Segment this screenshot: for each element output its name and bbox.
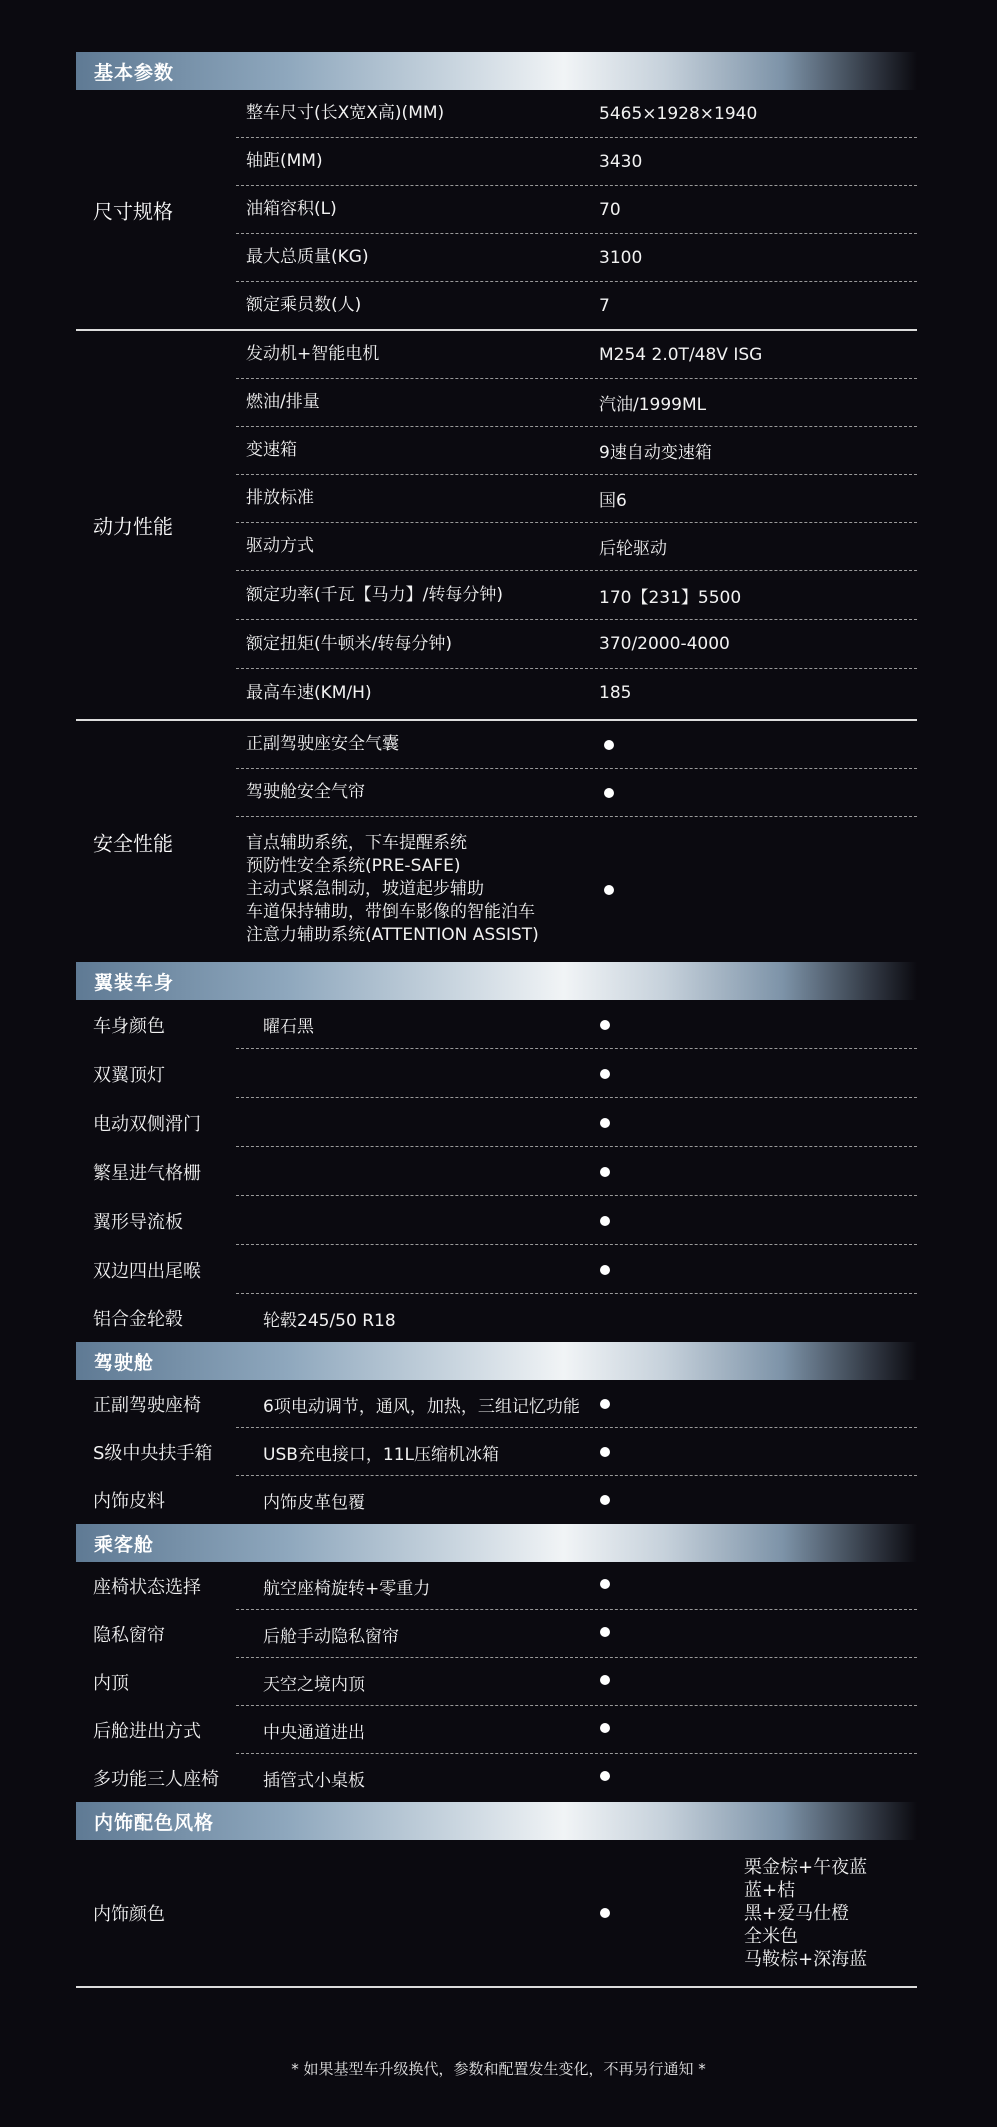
feature-row [76,1610,917,1658]
color-options: 栗金棕+午夜蓝 蓝+桔 黑+爱马仕橙 全米色 马鞍棕+深海蓝 [744,1856,868,1970]
section-header-wing [76,962,917,1000]
spec-row [236,186,917,234]
spec-row [236,817,917,962]
feature-detail: 后舱手动隐私窗帘 [263,1626,399,1647]
spec-name: 发动机+智能电机 [246,344,380,364]
spec-name: 正副驾驶座安全气囊 [246,734,399,754]
spec-value: 170【231】5500 [599,587,742,608]
spec-row [236,90,917,138]
feature-row [76,1147,917,1196]
included-dot [600,1162,610,1182]
section-header-basic [76,52,917,90]
section-header-cockpit [76,1342,917,1380]
feature-name: S级中央扶手箱 [93,1443,213,1464]
spec-name: 轴距(MM) [246,151,323,171]
included-dot [600,1718,610,1738]
spec-row [236,379,917,427]
spec-value: 370/2000-4000 [599,634,730,654]
feature-name: 繁星进气格栅 [93,1162,201,1184]
feature-name: 内饰皮料 [93,1491,165,1512]
feature-row [76,1049,917,1098]
spec-name: 变速箱 [246,440,297,460]
spec-name: 驾驶舱安全气帘 [246,782,365,802]
spec-row [236,571,917,620]
spec-value: 国6 [599,491,627,511]
feature-name: 翼形导流板 [93,1211,183,1233]
spec-name: 最大总质量(KG) [246,247,369,267]
spec-group-dimensions [76,90,917,331]
included-dot [600,1211,610,1231]
feature-row [76,1196,917,1245]
included-dot [600,1113,610,1133]
feature-name: 电动双侧滑门 [93,1113,201,1135]
spec-name: 额定功率(千瓦【马力】/转每分钟) [246,584,503,605]
included-dot [600,1394,610,1414]
spec-value: 3430 [599,151,643,172]
spec-row [236,669,917,717]
footnote: * 如果基型车升级换代，参数和配置发生变化，不再另行通知 * [291,2060,706,2078]
feature-detail: 天空之境内顶 [263,1674,365,1695]
included-dot [604,735,614,755]
spec-row [236,282,917,329]
feature-row [76,1245,917,1294]
feature-name: 多功能三人座椅 [93,1769,219,1790]
feature-name: 铝合金轮毂 [93,1309,183,1330]
spec-row [236,427,917,475]
feature-name: 内饰颜色 [93,1904,165,1925]
feature-detail: 曜石黑 [263,1017,314,1037]
section-header-cabin [76,1524,917,1562]
feature-name: 双边四出尾喉 [93,1260,201,1282]
feature-detail: 中央通道进出 [263,1722,365,1743]
spec-name: 最高车速(KM/H) [246,682,372,703]
feature-row [76,1562,917,1610]
feature-name: 正副驾驶座椅 [93,1395,201,1416]
spec-value: 9速自动变速箱 [599,443,712,463]
section-title: 内饰配色风格 [94,1811,215,1834]
feature-row [76,1098,917,1147]
feature-detail: 插管式小桌板 [263,1770,365,1791]
feature-row [76,1294,917,1342]
spec-value: 5465×1928×1940 [599,103,758,124]
spec-row [236,475,917,523]
feature-group-interior [76,1840,917,1988]
spec-group-safety [76,721,917,962]
feature-row [76,1840,917,1986]
feature-row [76,1706,917,1754]
section-header-interior [76,1802,917,1840]
included-dot [600,1903,610,1923]
feature-name: 双翼顶灯 [93,1064,165,1086]
spec-row [236,331,917,379]
feature-name: 车身颜色 [93,1015,165,1037]
feature-row [76,1476,917,1524]
spec-value: 汽油/1999ML [599,395,707,415]
spec-value: 70 [599,199,621,220]
spec-sheet [76,52,917,1988]
spec-name: 额定乘员数(人) [246,295,362,315]
spec-name: 燃油/排量 [246,392,320,412]
feature-name: 内顶 [93,1673,129,1694]
spec-row [236,721,917,769]
section-title: 驾驶舱 [94,1351,155,1374]
group-label: 尺寸规格 [93,199,173,223]
feature-row [76,1380,917,1428]
included-dot [600,1490,610,1510]
included-dot [600,1574,610,1594]
spec-name: 驱动方式 [246,536,314,556]
section-title: 翼装车身 [94,971,175,994]
feature-detail: 轮毂245/50 R18 [263,1310,396,1331]
included-dot [600,1670,610,1690]
group-label: 安全性能 [93,831,173,855]
spec-name: 盲点辅助系统，下车提醒系统 预防性安全系统(PRE-SAFE) 主动式紧急制动，坡道起步辅助 车道保持辅助，带倒车影像的智能泊车 注意力辅助系统(ATTENTION ASSIST) [246,833,539,945]
spec-group-performance [76,331,917,721]
feature-group-cockpit [76,1380,917,1524]
included-dot [600,1064,610,1084]
group-label: 动力性能 [93,514,173,539]
feature-detail: 6项电动调节，通风，加热，三组记忆功能 [263,1396,580,1417]
feature-name: 座椅状态选择 [93,1577,201,1598]
section-title: 基本参数 [94,61,175,84]
spec-row [236,620,917,669]
spec-value: 7 [599,295,610,316]
included-dot [600,1766,610,1786]
spec-row [236,234,917,282]
included-dot [600,1622,610,1642]
included-dot [604,783,614,803]
feature-detail: USB充电接口，11L压缩机冰箱 [263,1444,499,1465]
section-title: 乘客舱 [94,1533,155,1556]
included-dot [600,1015,610,1035]
spec-row [236,138,917,186]
feature-detail: 内饰皮革包覆 [263,1492,365,1513]
spec-name: 油箱容积(L) [246,199,337,219]
feature-row [76,1658,917,1706]
included-dot [604,880,614,900]
feature-detail: 航空座椅旋转+零重力 [263,1578,431,1599]
feature-name: 隐私窗帘 [93,1625,165,1646]
spec-name: 排放标准 [246,488,314,508]
feature-row [76,1000,917,1049]
feature-name: 后舱进出方式 [93,1721,201,1742]
spec-row [236,769,917,817]
included-dot [600,1442,610,1462]
feature-row [76,1754,917,1802]
feature-row [76,1428,917,1476]
feature-group-cabin [76,1562,917,1802]
spec-value: M254 2.0T/48V ISG [599,344,763,365]
feature-group-wing [76,1000,917,1342]
spec-row [236,523,917,571]
spec-value: 后轮驱动 [599,539,667,559]
spec-name: 整车尺寸(长X宽X高)(MM) [246,103,445,123]
spec-value: 3100 [599,247,643,268]
spec-name: 额定扭矩(牛顿米/转每分钟) [246,633,452,654]
included-dot [600,1260,610,1280]
spec-value: 185 [599,683,632,703]
